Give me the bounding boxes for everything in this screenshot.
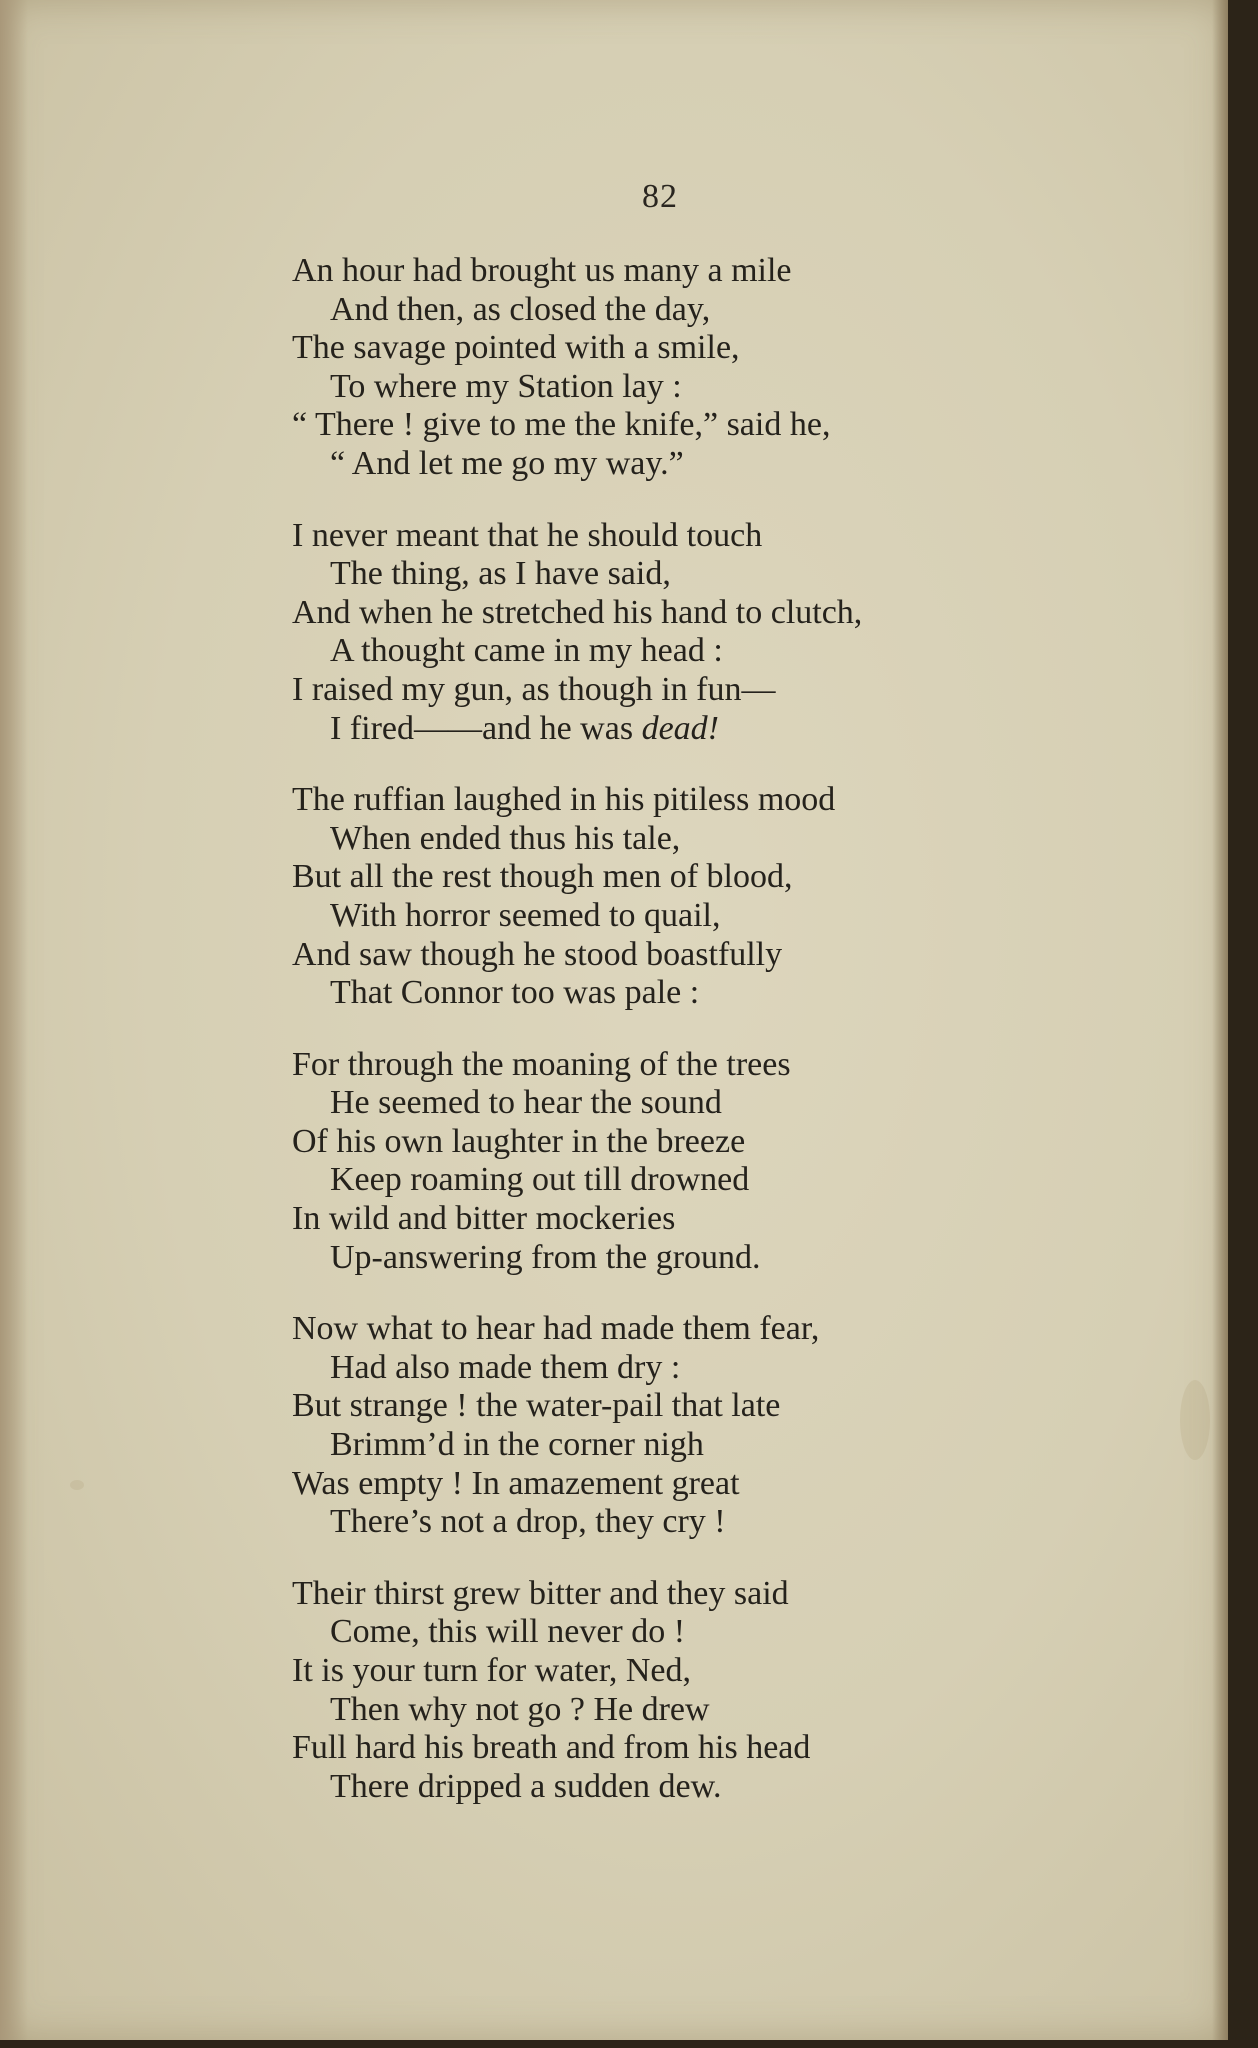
stanza — [292, 781, 1032, 1013]
poem-line: Brimm’d in the corner nigh — [330, 1426, 704, 1464]
poem-line: The ruffian laughed in his pitiless mood — [292, 781, 836, 819]
poem-line: And saw though he stood boastfully — [292, 935, 783, 973]
poem-line: I never meant that he should touch — [292, 516, 763, 554]
poem-line: I fired——and he was dead! — [330, 709, 719, 747]
paper-stain — [70, 1480, 84, 1490]
poem-line: And then, as closed the day, — [330, 290, 711, 328]
poem-line: The savage pointed with a smile, — [292, 329, 740, 367]
poem-line: He seemed to hear the sound — [330, 1084, 722, 1122]
poem-line: Then why not go ? He drew — [330, 1690, 710, 1728]
poem-line: When ended thus his tale, — [330, 819, 681, 857]
stanza — [292, 1575, 1032, 1807]
poem-line: Had also made them dry : — [330, 1348, 681, 1386]
poem-line: The thing, as I have said, — [330, 555, 671, 593]
poem-line: A thought came in my head : — [330, 632, 723, 670]
poem-line: In wild and bitter mockeries — [292, 1200, 676, 1238]
poem — [292, 252, 1032, 1839]
stanza — [292, 252, 1032, 484]
poem-line: But strange ! the water-pail that late — [292, 1387, 781, 1425]
emphasis: dead! — [641, 709, 719, 747]
poem-line: I raised my gun, as though in fun— — [292, 670, 776, 708]
paper-stain — [1180, 1380, 1210, 1460]
poem-line: There’s not a drop, they cry ! — [330, 1503, 726, 1541]
poem-line: Come, this will never do ! — [330, 1613, 686, 1651]
poem-line: Of his own laughter in the breeze — [292, 1122, 746, 1160]
poem-line: Was empty ! In amazement great — [292, 1464, 740, 1502]
stanza — [292, 517, 1032, 749]
page-number: 82 — [642, 178, 678, 215]
poem-line: But all the rest though men of blood, — [292, 858, 793, 896]
poem-line: It is your turn for water, Ned, — [292, 1652, 691, 1689]
poem-line: An hour had brought us many a mile — [292, 252, 792, 289]
poem-line: With horror seemed to quail, — [330, 896, 721, 934]
stanza — [292, 1046, 1032, 1278]
poem-line: “ And let me go my way.” — [330, 444, 684, 482]
poem-line: Full hard his breath and from his head — [292, 1729, 811, 1767]
poem-line: For through the moaning of the trees — [292, 1045, 791, 1083]
poem-line: And when he stretched his hand to clutch, — [292, 593, 863, 631]
poem-line: To where my Station lay : — [330, 367, 682, 405]
poem-line: There dripped a sudden dew. — [330, 1767, 722, 1805]
poem-line: Their thirst grew bitter and they said — [292, 1574, 789, 1612]
poem-line: Keep roaming out till drowned — [330, 1161, 750, 1199]
poem-line: “ There ! give to me the knife,” said he, — [292, 406, 831, 444]
stanza — [292, 1310, 1032, 1542]
poem-line: Up-answering from the ground. — [330, 1238, 761, 1276]
poem-line: That Connor too was pale : — [330, 974, 700, 1012]
poem-line: Now what to hear had made them fear, — [292, 1310, 820, 1348]
